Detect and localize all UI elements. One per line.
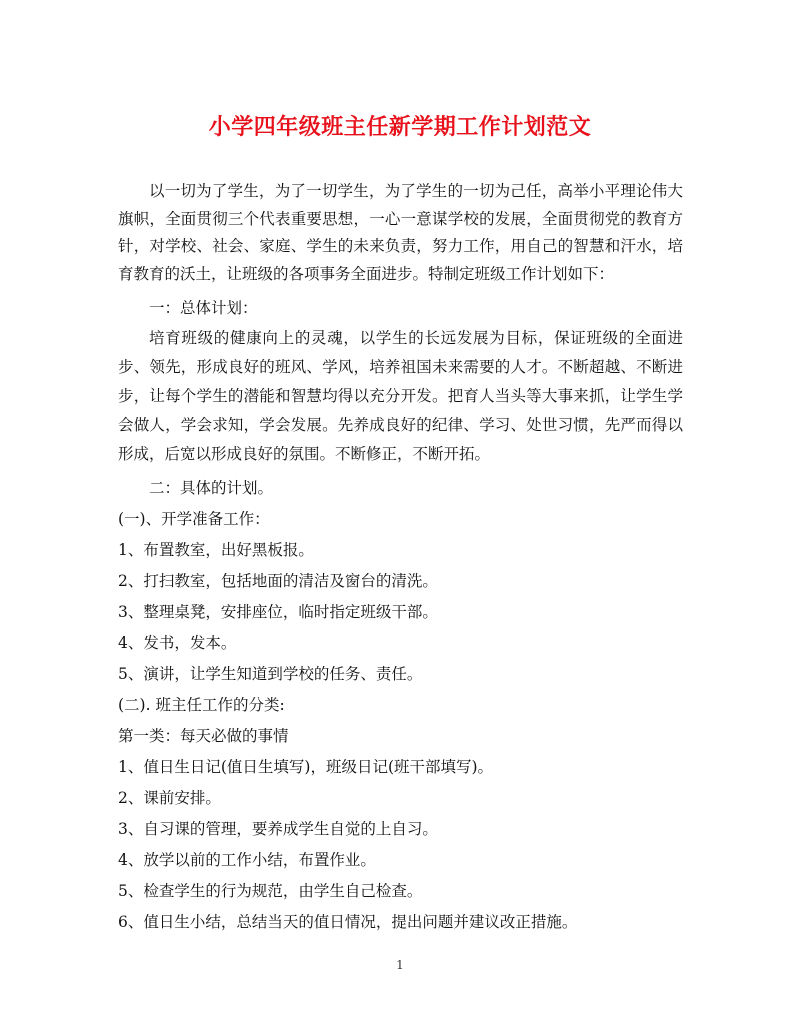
- section1-paragraph: 培育班级的健康向上的灵魂，以学生的长远发展为目标，保证班级的全面进步、领先，形成良好的班风、学风，培养祖国未来需要的人才。不断超越、不断进步，让每个学生的潜能和智慧均得以充分开发。把育人当头等大事来抓，让学生学会做人，学会求知，学会发展。先养成良好的纪律、学习、处世习惯，先严而得以形成，后宽以形成良好的氛围。不断修正，不断开拓。: [118, 329, 683, 463]
- section2-heading: 二：具体的计划。: [149, 479, 274, 497]
- sub1-heading: (一)、开学准备工作：: [118, 510, 270, 528]
- list-item: 2、打扫教室，包括地面的清洁及窗台的清洗。: [118, 572, 438, 590]
- document-title: 小学四年级班主任新学期工作计划范文: [208, 114, 592, 140]
- list-item: 1、值日生日记(值日生填写)，班级日记(班干部填写)。: [118, 758, 494, 776]
- list-item: 6、值日生小结，总结当天的值日情况，提出问题并建议改正措施。: [118, 913, 578, 931]
- sub1-list: [118, 535, 683, 690]
- page-number: 1: [396, 958, 404, 972]
- category1-list: [118, 752, 683, 938]
- sub2-heading: (二). 班主任工作的分类:: [118, 696, 285, 714]
- list-item: 4、放学以前的工作小结，布置作业。: [118, 851, 376, 869]
- category1-heading: 第一类：每天必做的事情: [118, 727, 289, 745]
- intro-paragraph: 以一切为了学生，为了一切学生，为了学生的一切为己任，高举小平理论伟大旗帜，全面贯彻三个代表重要思想，一心一意谋学校的发展，全面贯彻党的教育方针，对学校、社会、家庭、学生的未来负责，努力工作，用自己的智慧和汗水，培育教育的沃土，让班级的各项事务全面进步。特制定班级工作计划如下：: [118, 182, 683, 283]
- list-item: 5、演讲，让学生知道到学校的任务、责任。: [118, 665, 423, 683]
- list-item: 3、自习课的管理，要养成学生自觉的上自习。: [118, 820, 438, 838]
- list-item: 3、整理桌凳，安排座位，临时指定班级干部。: [118, 603, 438, 621]
- list-item: 2、课前安排。: [118, 789, 221, 807]
- list-item: 1、布置教室，出好黑板报。: [118, 541, 314, 559]
- section1-heading: 一：总体计划：: [149, 299, 258, 317]
- list-item: 4、发书，发本。: [118, 634, 237, 652]
- document-body: [118, 178, 683, 938]
- list-item: 5、检查学生的行为规范，由学生自己检查。: [118, 882, 423, 900]
